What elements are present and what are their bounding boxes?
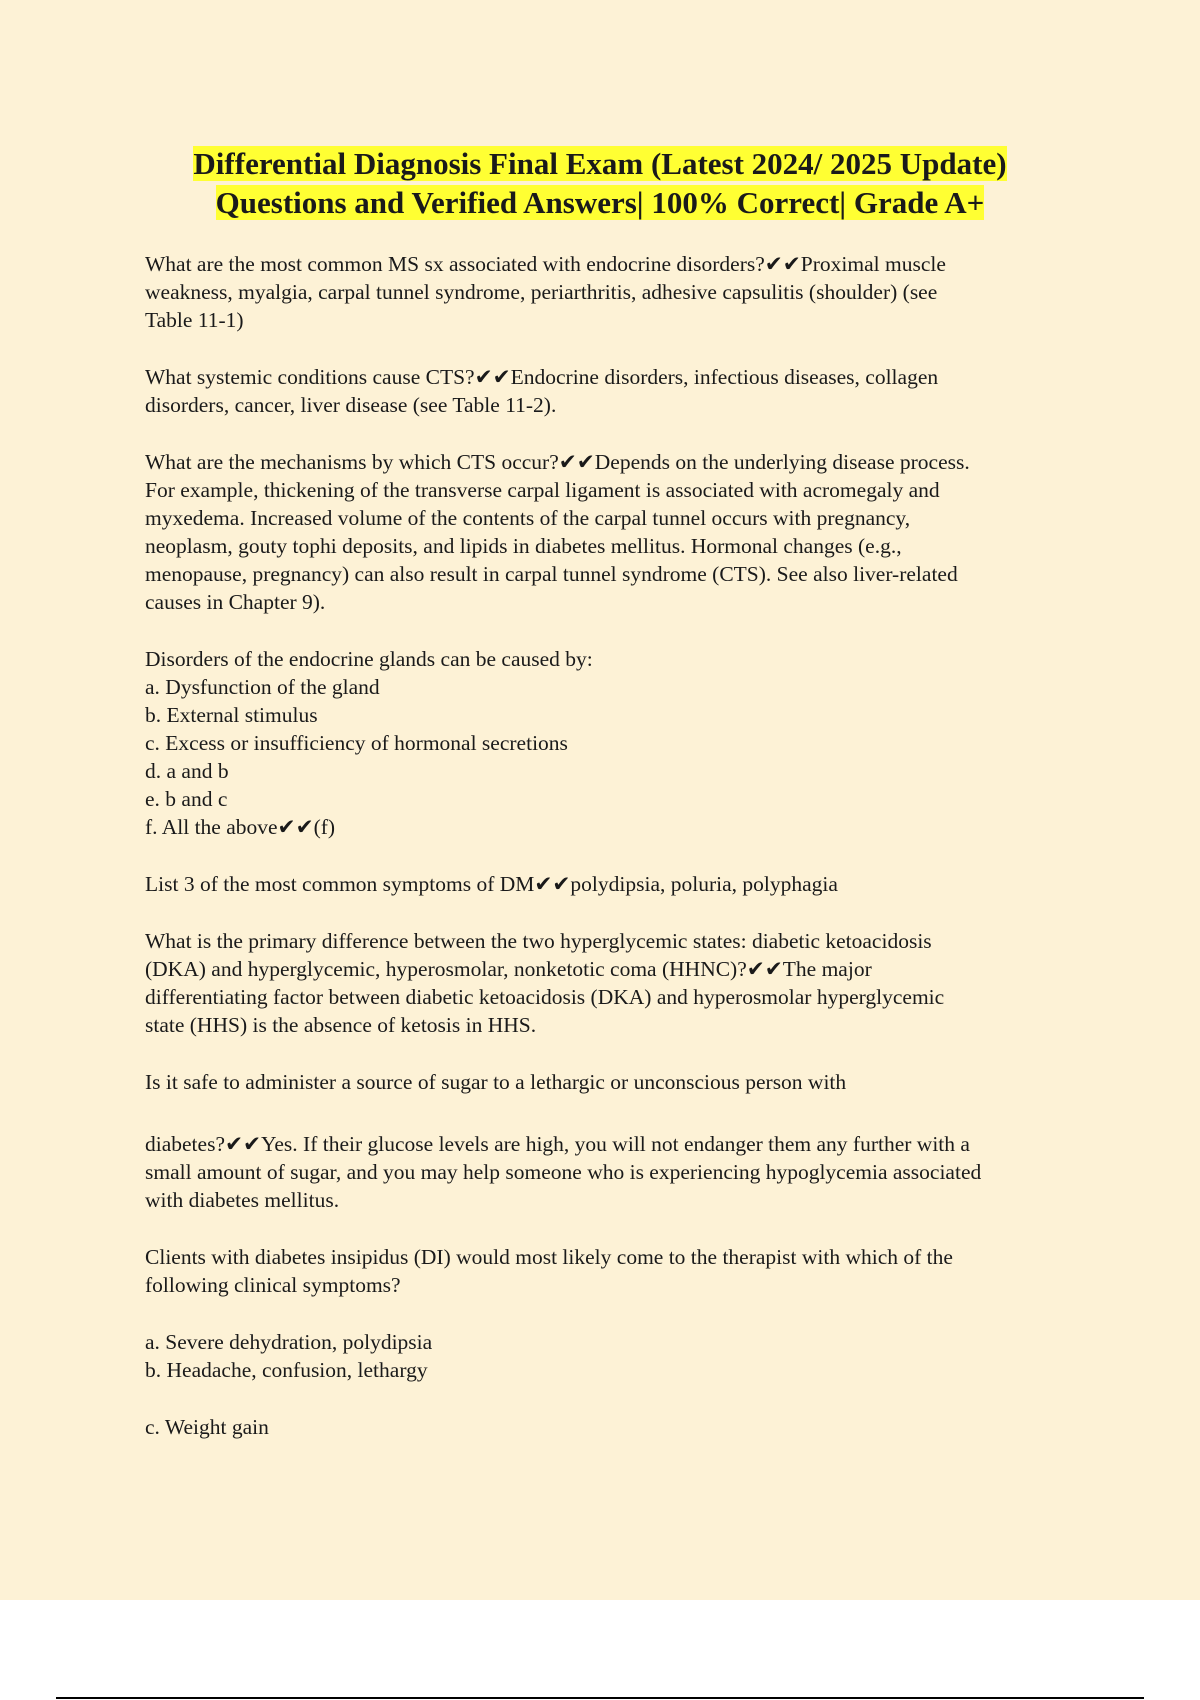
title-line-2: Questions and Verified Answers| 100% Correct| Grade A+ <box>215 185 985 220</box>
qa-item-cts-systemic-conditions: What systemic conditions cause CTS?✔✔Endocrine disorders, infectious diseases, collagen disorders, cancer, liver disease (see Table 11-2). <box>145 365 939 417</box>
qa-item-endocrine-disorder-causes: Disorders of the endocrine glands can be caused by: a. Dysfunction of the gland b. External stimulus c. Excess or insufficiency of hormonal secretions d. a and b e. b and c f. All the above✔✔(f) <box>145 647 593 839</box>
qa-item-di-option-c: c. Weight gain <box>145 1415 269 1439</box>
qa-item-endocrine-ms-symptoms: What are the most common MS sx associated with endocrine disorders?✔✔Proximal muscle weakness, myalgia, carpal tunnel syndrome, periarthritis, adhesive capsulitis (shoulder) (see Table 11-1) <box>145 252 946 332</box>
title-line-1: Differential Diagnosis Final Exam (Latest 2024/ 2025 Update) <box>193 146 1007 181</box>
footer-divider <box>56 1697 1144 1699</box>
qa-item-sugar-safety-answer: diabetes?✔✔Yes. If their glucose levels are high, you will not endanger them any further with a small amount of sugar, and you may help someone who is experiencing hypoglycemia associated with diabetes mellitus. <box>145 1132 982 1212</box>
qa-item-diabetes-insipidus: Clients with diabetes insipidus (DI) would most likely come to the therapist with which of the following clinical symptoms? <box>145 1245 953 1297</box>
document-body <box>145 250 1095 1441</box>
qa-item-di-options-ab: a. Severe dehydration, polydipsia b. Headache, confusion, lethargy <box>145 1330 433 1382</box>
qa-item-hyperglycemic-states: What is the primary difference between the two hyperglycemic states: diabetic ketoacidosis (DKA) and hyperglycemic, hyperosmolar, nonketotic coma (HHNC)?✔✔The major differentiating factor between diabetic ketoacidosis (DKA) and hyperosmolar hyperglycemic state (HHS) is the absence of ketosis in HHS. <box>145 929 945 1037</box>
document-title <box>0 144 1200 222</box>
qa-item-sugar-safety-question: Is it safe to administer a source of sugar to a lethargic or unconscious person with <box>145 1070 847 1094</box>
qa-item-cts-mechanisms: What are the mechanisms by which CTS occur?✔✔Depends on the underlying disease process. For example, thickening of the transverse carpal ligament is associated with acromegaly and myxedema. Increased volume of the contents of the carpal tunnel occurs with pregnancy, neoplasm, gouty tophi deposits, and lipids in diabetes mellitus. Hormonal changes (e.g., menopause, pregnancy) can also result in carpal tunnel syndrome (CTS). See also liver-related causes in Chapter 9). <box>145 450 970 614</box>
qa-item-dm-symptoms: List 3 of the most common symptoms of DM✔✔polydipsia, poluria, polyphagia <box>145 872 838 896</box>
